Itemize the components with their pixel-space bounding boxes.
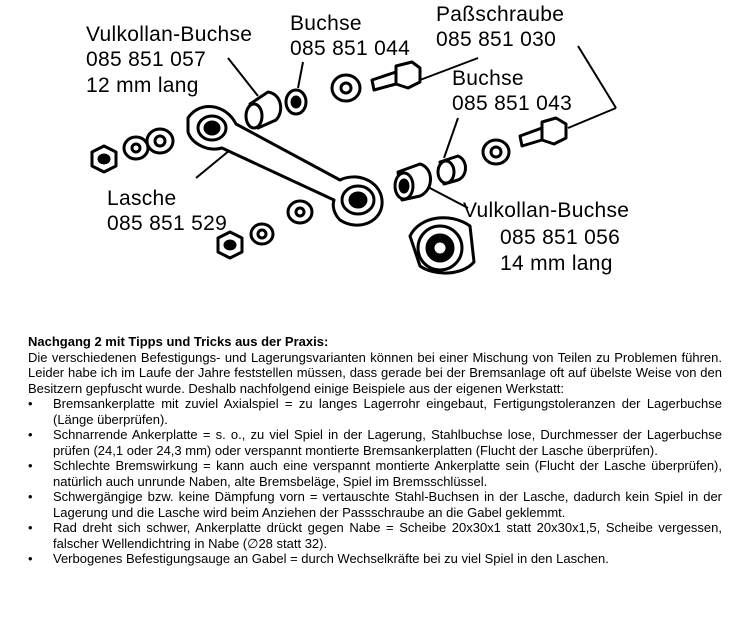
bullet-icon: •: [28, 551, 33, 566]
steel-bushing-2-icon: [438, 156, 466, 184]
label-buchse-1-name: Buchse: [290, 12, 362, 35]
label-buchse-2-number: 085 851 043: [452, 92, 573, 115]
washer-left-icon: [124, 129, 173, 159]
label-vulkollan-2-length: 14 mm lang: [500, 252, 613, 275]
label-vulkollan-2-name: Vulkollan-Buchse: [463, 199, 630, 222]
vulkollan-bushing-1-icon: [246, 92, 281, 128]
bullet-icon: •: [28, 489, 33, 504]
list-item: [28, 427, 722, 458]
label-buchse-2-name: Buchse: [452, 67, 524, 90]
list-item-text: Schnarrende Ankerplatte = s. o., zu viel Spiel in der Lagerung, Stahlbuchse lose, Durchmesser der Lagerbuchse prüfen (24,1 oder 24,3 mm) oder verspannt montierte Bremsankerplatten (Flucht der Lasche überprüfen).: [53, 427, 722, 458]
washer-upper-icon: [332, 75, 360, 101]
fork-mount-eye-icon: [410, 218, 474, 273]
label-vulkollan-1-name: Vulkollan-Buchse: [86, 23, 253, 46]
label-lasche-name: Lasche: [107, 187, 177, 210]
fitted-bolt-icon: [372, 62, 420, 90]
list-item-text: Verbogenes Befestigungsauge an Gabel = durch Wechselkräfte bei zu viel Spiel in den Laschen.: [53, 551, 609, 566]
hex-nut-left-icon: [92, 146, 116, 172]
list-item-text: Schlechte Bremswirkung = kann auch eine verspannt montierte Ankerplatte sein (Flucht der Lasche überprüfen), natürlich auch unrunde Naben, alte Bremsbeläge, Spiel im Bremsschlüssel.: [53, 458, 722, 489]
label-lasche-number: 085 851 529: [107, 212, 228, 235]
list-item: [28, 489, 722, 520]
tips-list: [28, 396, 722, 567]
article-intro: Die verschiedenen Befestigungs- und Lagerungsvarianten können bei einer Mischung von Teilen zu Problemen führen. Leider habe ich im Laufe der Jahre feststellen müssen, dass gerade bei der Bremsanlage oft auf übelste Weise von den Besitzern gepfuscht wurde. Deshalb nachfolgend einige Beispiele aus der eigenen Werkstatt:: [28, 349, 722, 396]
label-passschraube-number: 085 851 030: [436, 28, 557, 51]
washer-lower-icon: [251, 201, 312, 244]
bullet-icon: •: [28, 427, 33, 442]
label-buchse-1-number: 085 851 044: [290, 37, 411, 60]
article-text: [28, 334, 722, 567]
bullet-icon: •: [28, 396, 33, 411]
label-vulkollan-1-length: 12 mm lang: [86, 74, 199, 97]
label-passschraube-name: Paßschraube: [436, 3, 565, 26]
article-heading: Nachgang 2 mit Tipps und Tricks aus der Praxis:: [28, 334, 329, 349]
steel-bushing-1-icon: [286, 90, 306, 114]
lasche-link-icon: [188, 107, 382, 226]
list-item-text: Rad dreht sich schwer, Ankerplatte drückt gegen Nabe = Scheibe 20x30x1 statt 20x30x1,5, Scheibe vergessen, falscher Wellendichtring in Nabe (∅28 statt 32).: [53, 520, 722, 551]
list-item-text: Bremsankerplatte mit zuviel Axialspiel = zu langes Lagerrohr eingebaut, Fertigungstoleranzen der Lagerbuchse (Länge überprüfen).: [53, 396, 722, 427]
list-item: [28, 551, 722, 567]
list-item: [28, 520, 722, 551]
fitted-bolt-right-icon: [520, 118, 566, 146]
list-item: [28, 396, 722, 427]
label-vulkollan-1-number: 085 851 057: [86, 48, 207, 71]
bullet-icon: •: [28, 458, 33, 473]
bullet-icon: •: [28, 520, 33, 535]
list-item-text: Schwergängige bzw. keine Dämpfung vorn = vertauschte Stahl-Buchsen in der Lasche, dadurch kein Spiel in der Lagerung und die Lasche wird beim Anziehen der Passschraube an die Gabel geklemmt.: [53, 489, 722, 520]
washer-right-icon: [483, 140, 509, 164]
label-vulkollan-2-number: 085 851 056: [500, 226, 621, 249]
list-item: [28, 458, 722, 489]
vulkollan-bushing-2-icon: [395, 164, 431, 200]
